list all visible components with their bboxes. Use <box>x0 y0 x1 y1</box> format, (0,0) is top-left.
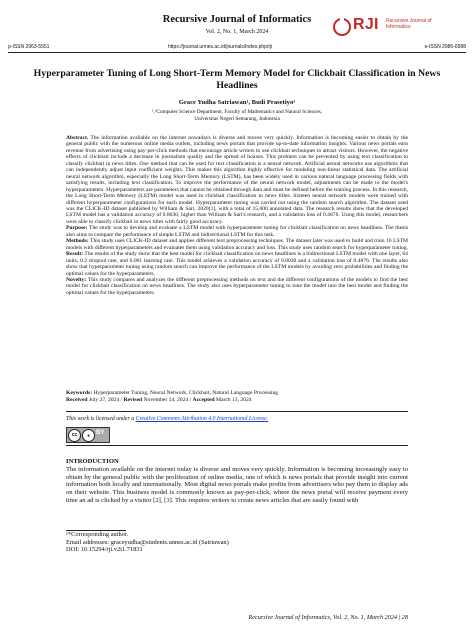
license-divider-top <box>66 411 408 412</box>
paper-title: Hyperparameter Tuning of Long Short-Term Memory Model for Clickbait Classification in News Headlines <box>33 68 441 91</box>
keywords-label: Keywords: <box>66 390 93 396</box>
attribution-person-icon: ● <box>82 429 95 442</box>
doi-note: DOI: 10.15294/rji.v2i1.71831 <box>66 546 143 554</box>
keywords-text: Hyperparameter Tuning, Neural Network, Clickbait, Natural Language Processing <box>93 390 279 396</box>
novelty-paragraph <box>66 277 408 296</box>
abstract-text: The information available on the internet nowadays is diverse and moves very quickly. Information is becoming easier to obtain by the general public with the numerous online media outlets, including news portals that provide up-to-date information insights. Various news portals earn revenue from advertising using pay-per-click methods that encourage article writers to use clickbait techniques to attract visitors. However, the negative effects of clickbait include a decrease in journalism quality and the spread of hoaxes. This problem can be prevented by using text classification to classify clickbait in news titles. One method that can be used for text classification is a neural network. Artificial neural networks use algorithms that can independently adjust input coefficient weights. This makes this algorithm highly effective for modeling non-linear statistical data. The artificial neural network algorithm, especially the Long Short-Term Memory (LSTM), has been widely used in various natural language processing fields with satisfying results, including text classification. To improve the performance of the neural network model, adjustments can be made to the model's hyperparameters. Hyperparameters are parameters that cannot be obtained through data and must be defined before the training process. In this research, the Long Short-Term Memory (LSTM) model was used in clickbait classification in news titles. Sixteen neural network models were trained with different hyperparameter configurations for each model. Hyperparameter tuning was carried out using the random search algorithm. The dataset used was the CLICK-ID dataset published by William & Sari, 2020[1], with a total of 15,000 annotated data. The research results show that the developed LSTM model has a validation accuracy of 0.8030, higher than William & Sari's research, and a validation loss of 0.4876. Using this model, researchers were able to classify clickbait in news titles with fairly good accuracy. <box>66 135 408 225</box>
cc-icon: cc <box>68 429 81 442</box>
logo-subtitle: Recursive Journal of Informatics <box>386 18 432 30</box>
page-footer: Recursive Journal of Informatics, Vol. 2, No. 1, March 2024 | 28 <box>248 614 408 621</box>
revised-label: Revised <box>123 396 143 403</box>
journal-url[interactable]: https://journal.unnes.ac.id/journals/index.php/rji <box>168 44 273 50</box>
e-issn: e-ISSN 2986-6588 <box>424 44 466 50</box>
revised-date: November 14, 2024 <box>143 396 189 403</box>
journal-title: Recursive Journal of Informatics <box>162 14 312 25</box>
accepted-label: Accepted <box>192 396 215 403</box>
affiliation-line-2: Universitas Negeri Semarang, Indonesia <box>194 115 280 122</box>
journal-logo <box>333 16 443 42</box>
license-line <box>66 416 408 422</box>
keywords-line <box>66 390 408 397</box>
received-date: July 27, 2024 <box>88 396 120 403</box>
license-divider-bottom <box>66 445 408 446</box>
logo-ring-icon <box>333 18 351 36</box>
received-label: Received <box>66 396 88 403</box>
result-label: Result: <box>66 251 84 258</box>
license-prefix: This work is licensed under a <box>66 416 135 422</box>
license-link[interactable]: Creative Commons Attribution 4.0 International License. <box>135 416 269 422</box>
logo-text: RJI <box>353 16 379 33</box>
purpose-paragraph <box>66 225 408 238</box>
authors: Grace Yudha Satriawan¹, Budi Prasetiyo² <box>178 99 296 106</box>
introduction-heading: INTRODUCTION <box>66 458 119 465</box>
affiliation-line-1: ¹,²Computer Science Department, Faculty of Mathematics and Natural Sciences, <box>151 109 323 115</box>
accepted-date: March 13, 2024 <box>216 396 252 403</box>
journal-volume: Vol. 2, No. 1, March 2024 <box>205 29 269 35</box>
abstract <box>66 135 408 296</box>
footnotes <box>66 531 366 554</box>
novelty-label: Novelty: <box>66 276 87 283</box>
novelty-text: This study compares and analyzes the different preprocessing methods on text and the different configurations of the models to find the best model for clickbait classification on news headlines. The study also uses hyperparameter tuning to tune the model into the best model and finding the optimal values for the hyperparameters. <box>66 276 408 296</box>
keywords-block <box>66 390 408 404</box>
corresponding-note: ¹*Corresponding author. <box>66 531 129 538</box>
dates-line: Received July 27, 2024 / Revised November 14, 2024 / Accepted March 13, 2024 <box>66 396 252 403</box>
email-note: Email addresses: graceyudha@students.unnes.ac.id (Satriawan) <box>66 538 229 546</box>
result-text: The results of the study show that the best model for clickbait classification on news headlines is a bidirectional LSTM model with one layer, 64 units, 0.2 dropout rate, and 0.001 learning rate. This model achieves a validation accuracy of 0.8030 and a validation loss of 0.4876. The results also show that hyperparameter tuning using random search can improve the performance of the LSTM models by avoiding zero probabilities and finding the optimal values for the hyperparameters. <box>66 251 408 277</box>
methods-text: This study uses CLICK-ID dataset and applies different text preprocessing techniques. The dataset later was used to build and train 16 LSTM models with different hyperparameters and evaluates them using validation accuracy and loss. This study uses random search for hyperparameter tuning. <box>66 238 408 251</box>
affiliation <box>0 109 474 122</box>
purpose-text: The study was to develop and evaluate a LSTM model with hyperparameter tuning for clickbait classification on news headlines. The thesis also aims to compare the performance of simple LSTM and bidirectional LSTM for this task. <box>66 225 408 238</box>
cc-by-badge[interactable] <box>66 427 110 443</box>
purpose-label: Purpose: <box>66 225 88 232</box>
introduction-text: The information available on the internet today is diverse and moves very quickly. Information is becoming increasingly easy to obtain by the general public with the proliferation of online media, one of which is news portals that provide insight into current information both locally and internationally. Most digital news portals make profits from advertisers who pay them to display ads on their website. This business model is commonly known as pay-per-click, where the news portal will receive payment every time an ad is clicked by a visitor [2], [3]. This requires writers to create news articles that are easily found with <box>66 466 408 504</box>
methods-label: Methods: <box>66 238 89 245</box>
methods-paragraph <box>66 238 408 251</box>
abstract-label: Abstract. <box>66 135 89 141</box>
abstract-paragraph <box>66 135 408 225</box>
header-divider <box>8 52 466 53</box>
p-issn: p-ISSN 2963-5551 <box>8 44 50 50</box>
result-paragraph <box>66 251 408 277</box>
by-label: BY <box>96 430 105 436</box>
